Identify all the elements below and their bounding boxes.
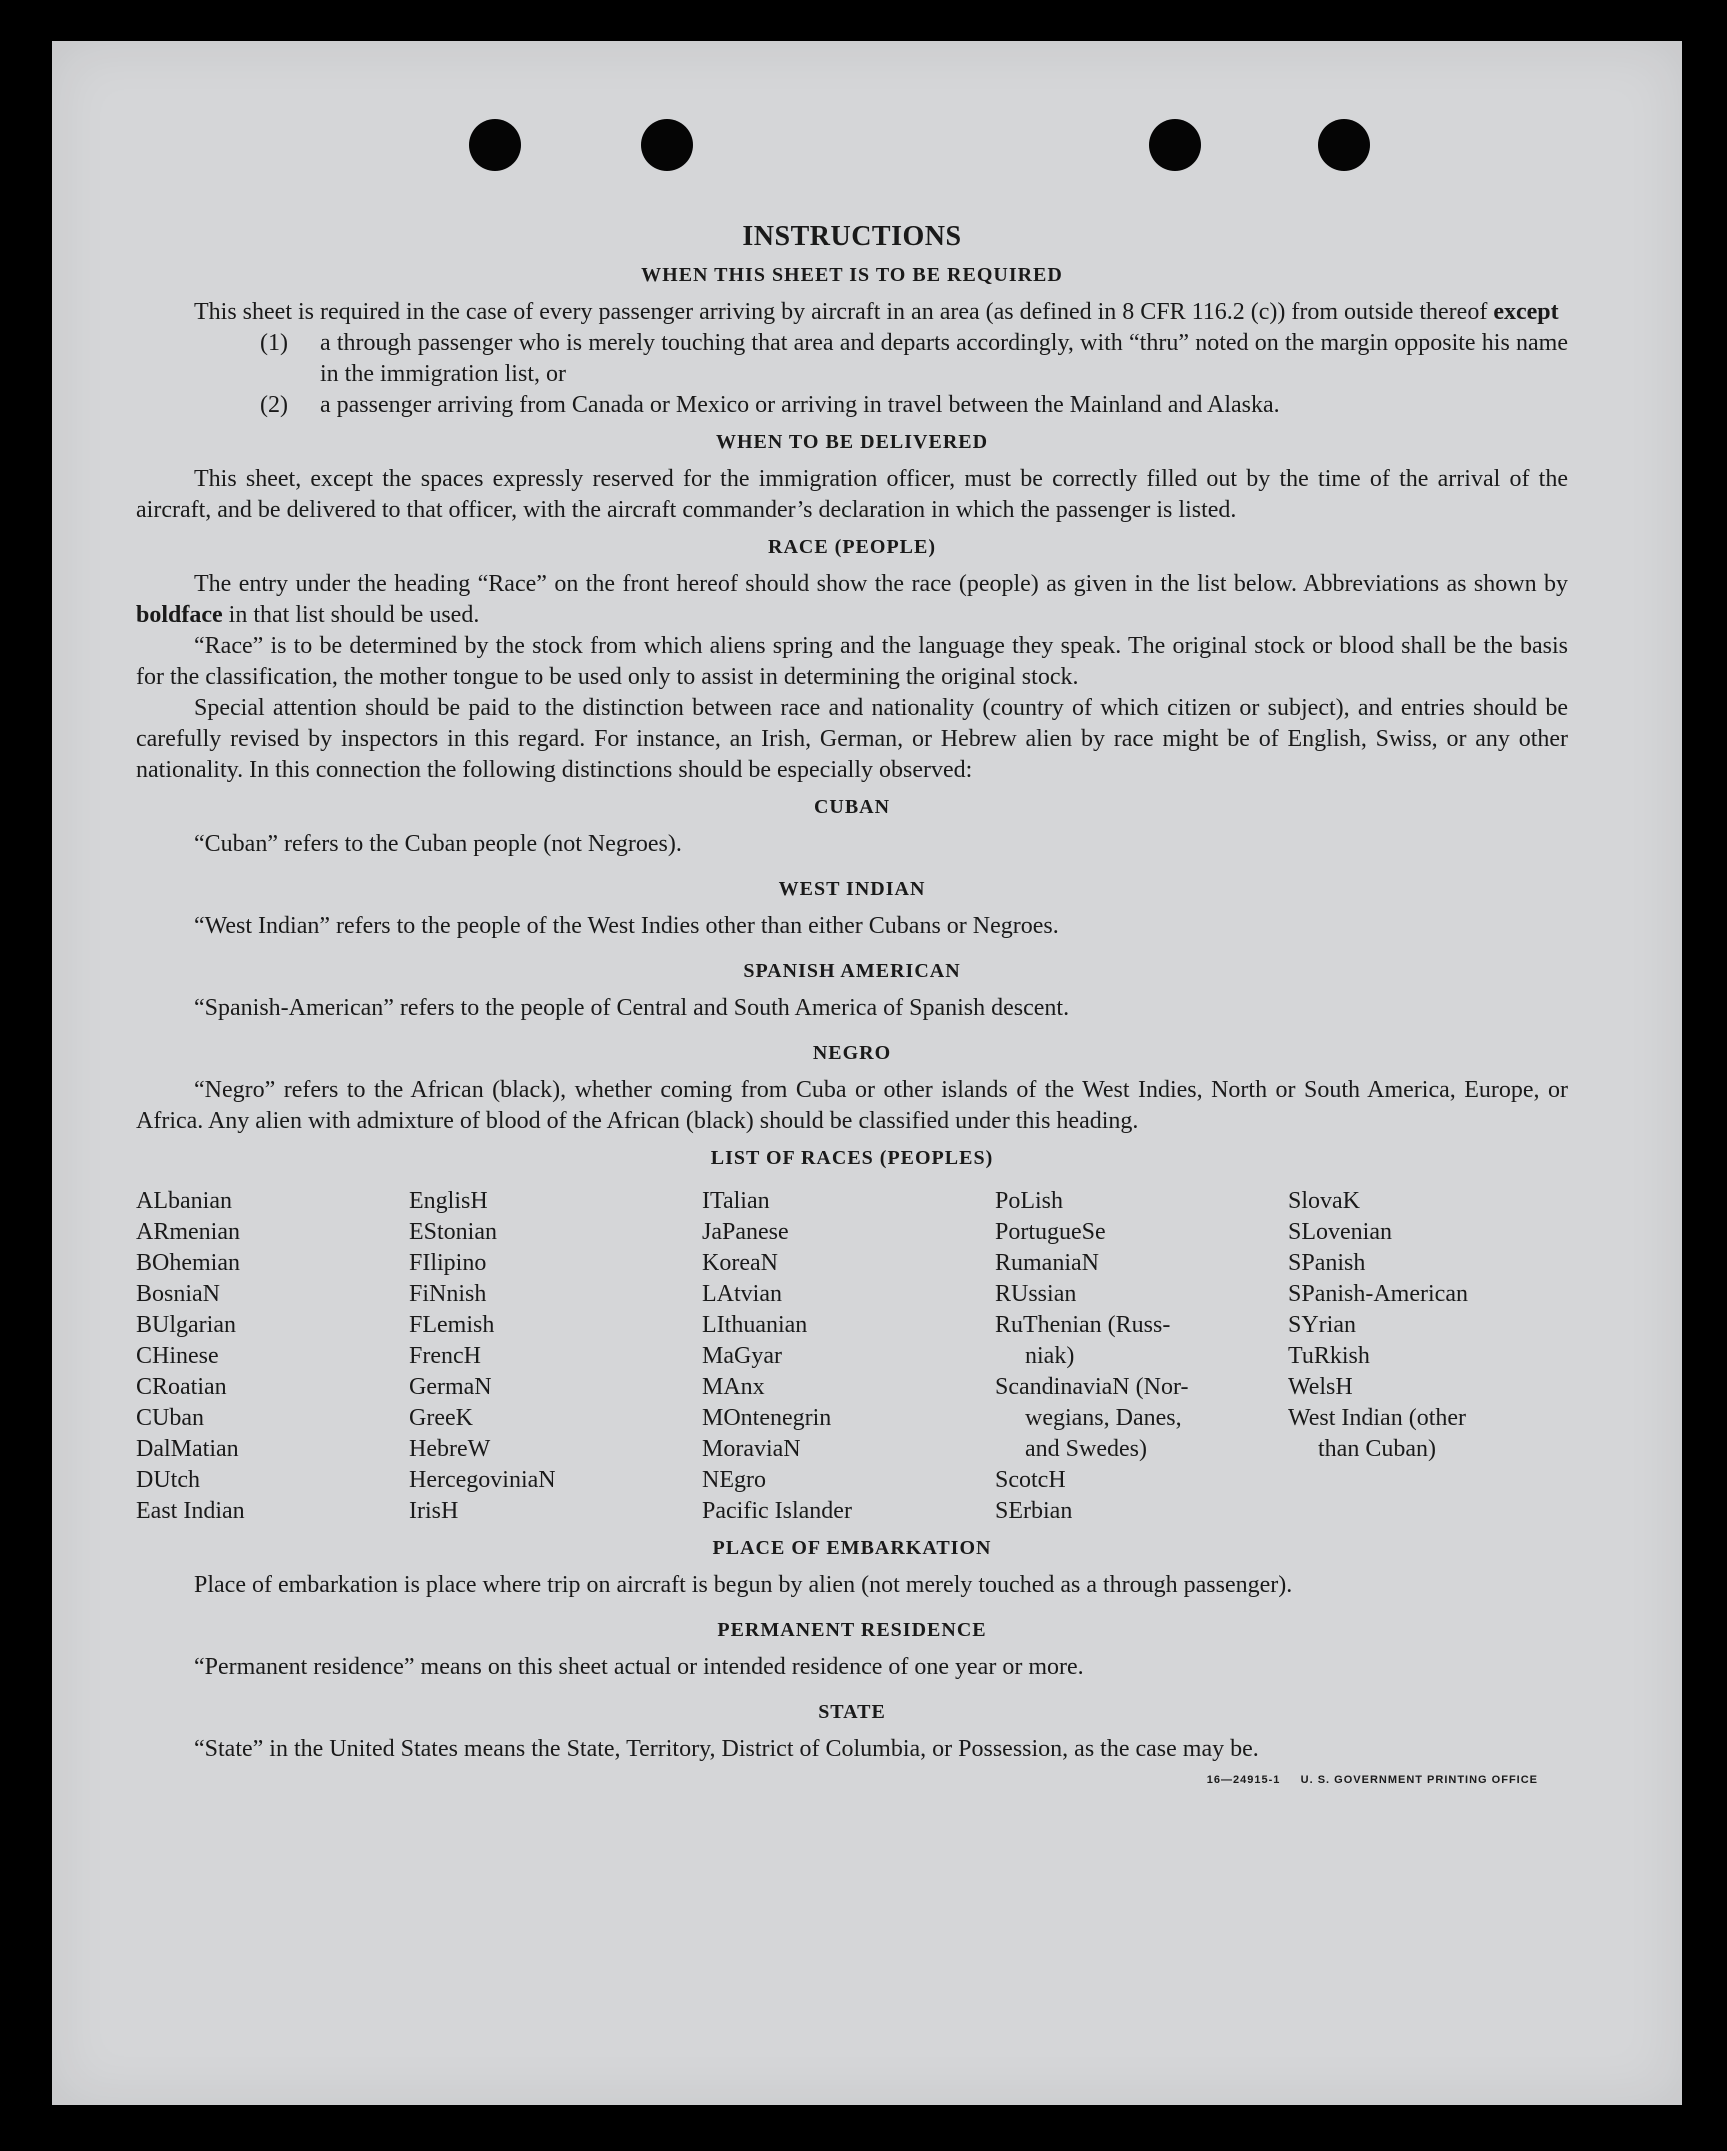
paragraph-when-delivered: This sheet, except the spaces expressly reserved for the immigration officer, must be correctly filled out by the time of the arrival of the aircraft, and be delivered to that officer, with the aircraft commander’s declaration in which the passenger is listed. [136, 466, 1568, 523]
race-entry: ITalian [702, 1188, 770, 1214]
race-entry: PoLish [995, 1188, 1064, 1214]
race-entry: East Indian [136, 1498, 245, 1524]
section-heading-spanish-american: SPANISH AMERICAN [743, 960, 961, 982]
race-entry: ScandinaviaN (Nor- [995, 1374, 1189, 1400]
race-entry: HebreW [409, 1436, 491, 1462]
race-entry: SPanish-American [1288, 1281, 1468, 1307]
binder-hole [1318, 119, 1370, 171]
race-column [1288, 1186, 1568, 1527]
race-entry: MOntenegrin [702, 1405, 832, 1431]
race-entry: SErbian [995, 1498, 1073, 1524]
race-entry: West Indian (other [1288, 1405, 1467, 1431]
race-entry: niak) [1025, 1343, 1075, 1369]
page-title: INSTRUCTIONS [742, 221, 962, 252]
paragraph-residence: “Permanent residence” means on this sheet actual or intended residence of one year or more. [194, 1654, 1084, 1680]
race-entry: GermaN [409, 1374, 492, 1400]
race-entry: JaPanese [702, 1219, 789, 1245]
race-entry: SYrian [1288, 1312, 1356, 1338]
race-entry: FrencH [409, 1343, 481, 1369]
race-entry: FIlipino [409, 1250, 487, 1276]
race-entry: Pacific Islander [702, 1498, 852, 1524]
paragraph-when-required: This sheet is required in the case of every passenger arriving by aircraft in an area (as defined in 8 CFR 116.2 (c)) from outside thereof except [194, 299, 1559, 325]
paragraph-race-1: The entry under the heading “Race” on the front hereof should show the race (people) as given in the list below. Abbreviations as shown by boldface in that list should be used. [136, 571, 1568, 628]
paragraph-negro: “Negro” refers to the African (black), whether coming from Cuba or other islands of the West Indies, North or South America, Europe, or Africa. Any alien with admixture of blood of the African (black) should be classified under this heading. [136, 1077, 1568, 1134]
section-heading-embarkation: PLACE OF EMBARKATION [712, 1537, 992, 1559]
section-heading-race: RACE (PEOPLE) [768, 536, 936, 558]
section-heading-west-indian: WEST INDIAN [778, 878, 926, 900]
list-item: (1) a through passenger who is merely touching that area and departs accordingly, with “thru” noted on the margin opposite his name in the immigration list, or [260, 330, 1568, 387]
paragraph-west-indian: “West Indian” refers to the people of the West Indies other than either Cubans or Negroes. [194, 913, 1059, 939]
paragraph-race-2: “Race” is to be determined by the stock from which aliens spring and the language they speak. The original stock or blood shall be the basis for the classification, the mother tongue to be used only to assist in determining the original stock. [136, 633, 1568, 690]
paragraph-spanish-american: “Spanish-American” refers to the people of Central and South America of Spanish descent. [194, 995, 1070, 1021]
race-entry: CHinese [136, 1343, 219, 1369]
race-entry: WelsH [1288, 1374, 1353, 1400]
race-entry: FiNnish [409, 1281, 487, 1307]
race-entry: ARmenian [136, 1219, 240, 1245]
exception-list [136, 328, 1568, 421]
race-entry: and Swedes) [1025, 1436, 1147, 1462]
race-entry: HercegoviniaN [409, 1467, 556, 1493]
paragraph-cuban: “Cuban” refers to the Cuban people (not Negroes). [194, 831, 682, 857]
race-entry: LIthuanian [702, 1312, 808, 1338]
race-entry: BOhemian [136, 1250, 240, 1276]
document-body [136, 221, 1568, 1796]
race-column [995, 1186, 1275, 1527]
race-entry: IrisH [409, 1498, 459, 1524]
section-heading-residence: PERMANENT RESIDENCE [717, 1619, 987, 1641]
section-heading-cuban: CUBAN [813, 796, 891, 818]
instruction-sheet [52, 41, 1682, 2105]
binder-hole [469, 119, 521, 171]
paragraph-embarkation: Place of embarkation is place where trip on aircraft is begun by alien (not merely touched as a through passenger). [194, 1572, 1293, 1598]
race-entry: ScotcH [995, 1467, 1066, 1493]
race-entry: PortugueSe [995, 1219, 1106, 1245]
race-entry: NEgro [702, 1467, 766, 1493]
race-entry: than Cuban) [1318, 1436, 1436, 1462]
footer [136, 1765, 1568, 1796]
race-entry: ALbanian [136, 1188, 232, 1214]
race-entry: EnglisH [409, 1188, 488, 1214]
race-entry: MaGyar [702, 1343, 782, 1369]
race-entry: TuRkish [1288, 1343, 1370, 1369]
race-entry: BosniaN [136, 1281, 220, 1307]
paragraph-state: “State” in the United States means the State, Territory, District of Columbia, or Possession, as the case may be. [194, 1736, 1259, 1762]
race-entry: FLemish [409, 1312, 495, 1338]
race-entry: CUban [136, 1405, 204, 1431]
race-entry: MAnx [702, 1374, 765, 1400]
race-entry: GreeK [409, 1405, 473, 1431]
race-entry: SlovaK [1288, 1188, 1360, 1214]
binder-hole [1149, 119, 1201, 171]
race-entry: DalMatian [136, 1436, 239, 1462]
print-code: 16—24915-1 U. S. GOVERNMENT PRINTING OFFICE [1206, 1774, 1538, 1786]
race-entry: MoraviaN [702, 1436, 801, 1462]
race-entry: EStonian [409, 1219, 497, 1245]
race-entry: wegians, Danes, [1025, 1405, 1182, 1431]
race-column [702, 1186, 982, 1527]
race-entry: RumaniaN [995, 1250, 1099, 1276]
binder-hole [641, 119, 693, 171]
race-entry: BUlgarian [136, 1312, 236, 1338]
section-heading-state: STATE [818, 1701, 886, 1723]
race-entry: CRoatian [136, 1374, 227, 1400]
race-column [136, 1186, 396, 1527]
race-list [136, 1186, 1568, 1527]
section-heading-when-required: WHEN THIS SHEET IS TO BE REQUIRED [641, 264, 1063, 286]
section-heading-list-of-races: LIST OF RACES (PEOPLES) [710, 1147, 994, 1169]
section-heading-negro: NEGRO [812, 1042, 892, 1064]
race-entry: SLovenian [1288, 1219, 1392, 1245]
race-entry: SPanish [1288, 1250, 1366, 1276]
race-column [409, 1186, 689, 1527]
list-item: (2) a passenger arriving from Canada or Mexico or arriving in travel between the Mainland and Alaska. [260, 392, 1280, 418]
race-entry: RUssian [995, 1281, 1077, 1307]
race-entry: DUtch [136, 1467, 200, 1493]
paragraph-race-3: Special attention should be paid to the distinction between race and nationality (country of which citizen or subject), and entries should be carefully revised by inspectors in this regard. For instance, an Irish, German, or Hebrew alien by race might be of English, Swiss, or any other nationality. In this connection the following distinctions should be especially observed: [136, 695, 1568, 783]
race-entry: RuThenian (Russ- [995, 1312, 1171, 1338]
race-entry: LAtvian [702, 1281, 782, 1307]
race-entry: KoreaN [702, 1250, 778, 1276]
section-heading-when-delivered: WHEN TO BE DELIVERED [715, 431, 989, 453]
